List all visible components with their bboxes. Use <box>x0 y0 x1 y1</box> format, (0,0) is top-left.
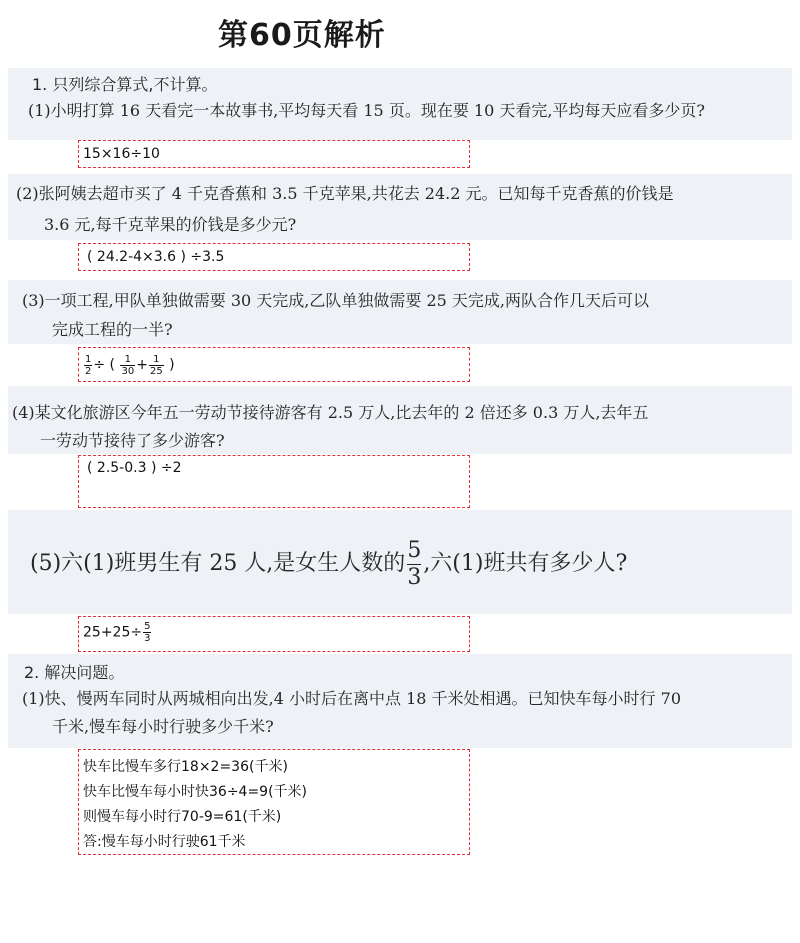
answer-line: 答:慢车每小时行驶61千米 <box>83 834 246 850</box>
question-3-line1: (3)一项工程,甲队单独做需要 30 天完成,乙队单独做需要 25 天完成,两队合作几天后可以 <box>22 291 649 310</box>
question-1-text: (1)小明打算 16 天看完一本故事书,平均每天看 15 页。现在要 10 天看完,平均每天应看多少页? <box>28 101 706 120</box>
question-1-scan <box>8 68 792 140</box>
answer-2-text: ( 24.2-4×3.6 ) ÷3.5 <box>87 249 225 265</box>
divide-open-paren: ÷ ( <box>93 357 116 373</box>
answer-1-text: 15×16÷10 <box>83 146 160 162</box>
close-paren: ) <box>169 357 175 373</box>
question-4-line1: (4)某文化旅游区今年五一劳动节接待游客有 2.5 万人,比去年的 2 倍还多 0.3 万人,去年五 <box>12 403 649 422</box>
answer-1-box <box>78 140 470 168</box>
fraction-one-thirtieth: $\frac{1}{30}$ <box>121 353 135 377</box>
problem-1-line2: 千米,慢车每小时行驶多少千米? <box>52 717 274 736</box>
fraction-five-thirds: $\frac{5}{3}$ <box>407 537 422 590</box>
answer-4-box <box>78 455 470 508</box>
fraction-one-twentyfifth: $\frac{1}{25}$ <box>149 353 163 377</box>
answer-line: 快车比慢车每小时快36÷4=9(千米) <box>83 784 308 800</box>
answer-line: 快车比慢车多行18×2=36(千米) <box>83 759 288 775</box>
question-2-line2: 3.6 元,每千克苹果的价钱是多少元? <box>44 215 297 234</box>
page-title: 第60页解析 <box>218 18 386 53</box>
section-2-heading: 2. 解决问题。 <box>24 663 125 682</box>
question-3-scan <box>8 280 792 344</box>
question-4-scan <box>8 386 792 454</box>
answer-5-expression: 25+25÷ $\frac{5}{3}$ <box>83 621 151 644</box>
question-3-line2: 完成工程的一半? <box>52 320 173 339</box>
question-2-line1: (2)张阿姨去超市买了 4 千克香蕉和 3.5 千克苹果,共花去 24.2 元。已知每千克香蕉的价钱是 <box>16 184 674 203</box>
problem-1-answer-box <box>78 749 470 855</box>
question-2-scan <box>8 174 792 240</box>
plus-sign: + <box>136 357 148 373</box>
answer-4-text: ( 2.5-0.3 ) ÷2 <box>87 460 182 476</box>
section-2-scan <box>8 654 792 748</box>
question-5-text: (5)六(1)班男生有 25 人,是女生人数的 $\frac{5}{3}$ ,六(1)班共有多少人? <box>30 537 628 590</box>
section-1-heading: 1. 只列综合算式,不计算。 <box>32 75 218 94</box>
answer-5-box <box>78 616 470 652</box>
question-5-scan <box>8 510 792 614</box>
fraction-five-thirds-answer: $\frac{5}{3}$ <box>144 621 151 644</box>
answer-2-box <box>78 243 470 271</box>
fraction-one-half: $\frac{1}{2}$ <box>85 353 92 377</box>
answer-3-box <box>78 347 470 382</box>
question-4-line2: 一劳动节接待了多少游客? <box>40 431 225 450</box>
problem-1-line1: (1)快、慢两车同时从两城相向出发,4 小时后在离中点 18 千米处相遇。已知快车每小时行 70 <box>22 689 681 708</box>
answer-3-expression <box>79 350 469 380</box>
answer-line: 则慢车每小时行70-9=61(千米) <box>83 809 282 825</box>
